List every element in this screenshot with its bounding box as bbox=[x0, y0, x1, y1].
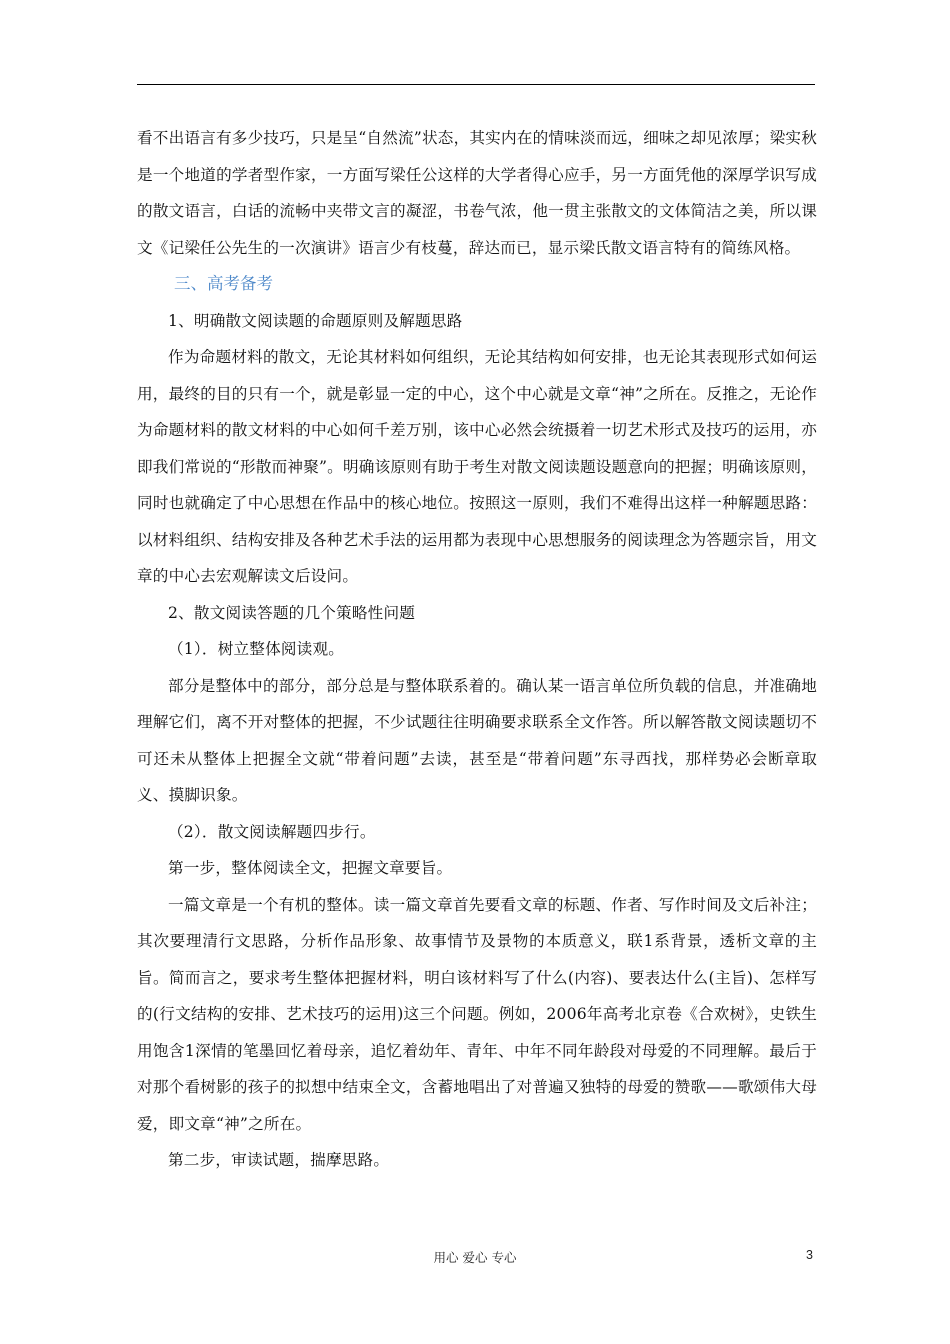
paragraph-step-one: 一篇文章是一个有机的整体。读一篇文章首先要看文章的标题、作者、写作时间及文后补注；其次要理清行文思路，分析作品形象、故事情节及景物的本质意义，联1系背景，透析文章的主旨。简而言之，要求考生整体把握材料，明白该材料写了什么(内容)、要表达什么(主旨)、怎样写的(行文结构的安排、艺术技巧的运用)这三个问题。例如，2006年高考北京卷《合欢树》，史铁生用饱含1深情的笔墨回忆着母亲，追忆着幼年、青年、中年不同年龄段对母爱的不同理解。最后于对那个看树影的孩子的拟想中结束全文，含蓄地唱出了对普遍又独特的母爱的赞歌——歌颂伟大母爱，即文章“神”之所在。 bbox=[137, 895, 817, 1133]
document-body bbox=[137, 120, 817, 1179]
section-heading-exam-prep: 三、高考备考 bbox=[174, 274, 273, 293]
item-heading-1: （1）．树立整体阅读观。 bbox=[168, 640, 345, 658]
subheading-principles: 1、明确散文阅读题的命题原则及解题思路 bbox=[168, 311, 463, 330]
item-heading-2: （2）．散文阅读解题四步行。 bbox=[168, 822, 376, 841]
subheading-strategies: 2、散文阅读答题的几个策略性问题 bbox=[168, 603, 416, 622]
paragraph-whole-reading: 部分是整体中的部分，部分总是与整体联系着的。确认某一语言单位所负载的信息，并准确地理解它们，离不开对整体的把握，不少试题往往明确要求联系全文作答。所以解答散文阅读题切不可还未从整体上把握全文就“带着问题”去读，甚至是“带着问题”东寻西找，那样势必会断章取义、摸脚识象。 bbox=[137, 676, 817, 804]
step-one-heading: 第一步，整体阅读全文，把握文章要旨。 bbox=[168, 859, 453, 877]
paragraph-principles: 作为命题材料的散文，无论其材料如何组织，无论其结构如何安排，也无论其表现形式如何运用，最终的目的只有一个，就是彰显一定的中心，这个中心就是文章“神”之所在。反推之，无论作为命题材料的散文材料的中心如何千差万别，该中心必然会统摄着一切艺术形式及技巧的运用，亦即我们常说的“形散而神聚”。明确该原则有助于考生对散文阅读题设题意向的把握；明确该原则，同时也就确定了中心思想在作品中的核心地位。按照这一原则，我们不难得出这样一种解题思路：以材料组织、结构安排及各种艺术手法的运用都为表现中心思想服务的阅读理念为答题宗旨，用文章的中心去宏观解读文后设问。 bbox=[137, 348, 817, 585]
footer-motto: 用心 爱心 专心 bbox=[433, 1250, 517, 1265]
header-rule bbox=[137, 84, 815, 85]
paragraph-liang-shiqiu: 看不出语言有多少技巧，只是呈“自然流”状态，其实内在的情味淡而远，细味之却见浓厚；梁实秋是一个地道的学者型作家，一方面写梁任公这样的大学者得心应手，另一方面凭他的深厚学识写成的散文语言，白话的流畅中夹带文言的凝涩，书卷气浓，他一贯主张散文的文体简洁之美，所以课文《记梁任公先生的一次演讲》语言少有枝蔓，辞达而已，显示梁氏散文语言特有的简练风格。 bbox=[137, 129, 817, 257]
page-number: 3 bbox=[806, 1248, 813, 1262]
step-two-heading: 第二步，审读试题，揣摩思路。 bbox=[168, 1151, 390, 1169]
